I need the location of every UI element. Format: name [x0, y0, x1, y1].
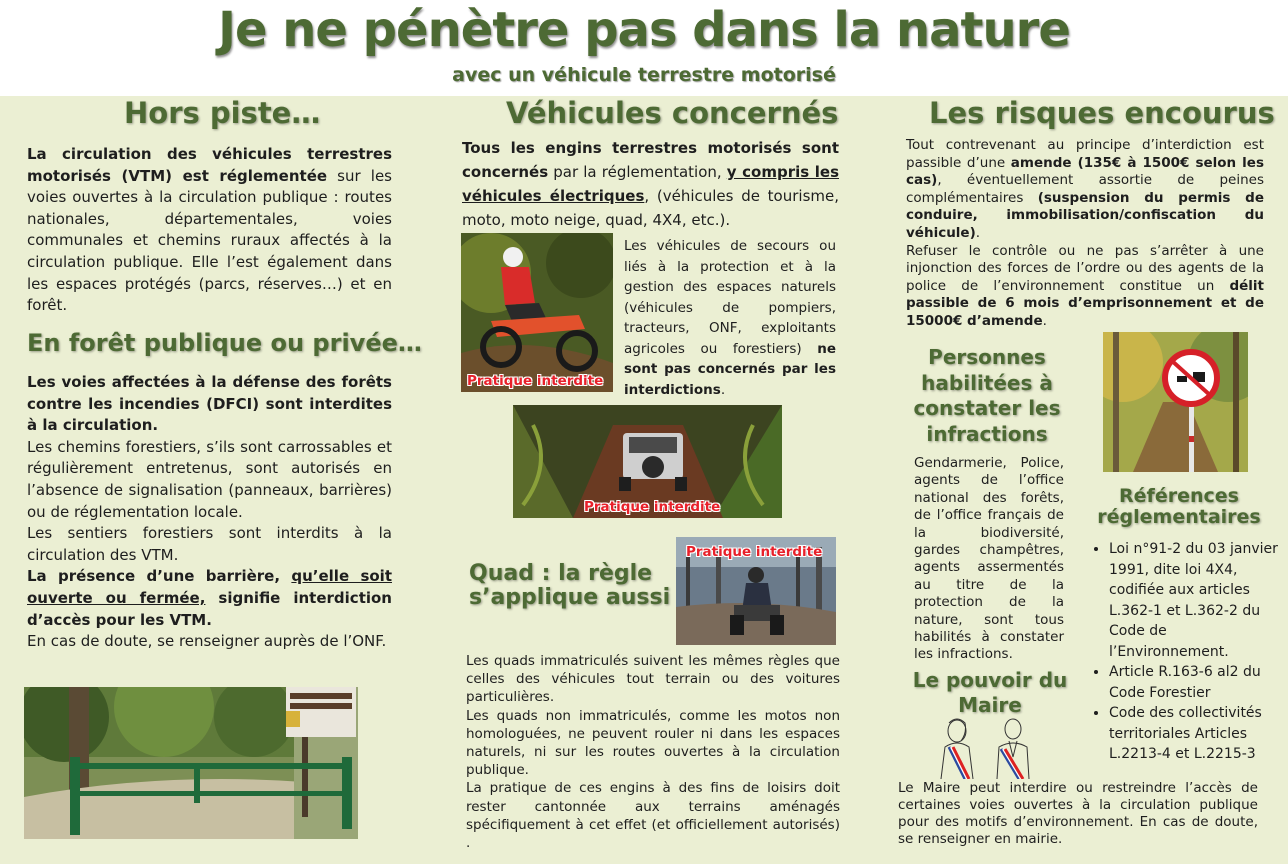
- foret-heading: En forêt publique ou privée…: [27, 329, 422, 357]
- quad-heading-line1: Quad : la règle: [469, 561, 653, 586]
- contrevenant-text: Tout contrevenant au principe d’interdiction est passible d’une: [906, 137, 1264, 171]
- personnes-line1: Personnes: [928, 345, 1046, 369]
- voies-ouvertes-text: sur les voies ouvertes à la circulation publique : routes nationales, départementales, voies communales et chemins ruraux affectés à la circulation publique. Elle l’est également dans les espaces protégés (parcs, réserves…) et en forêt.: [27, 166, 392, 315]
- secours-text: Les véhicules de secours ou liés à la protection et à la gestion des espaces naturels (véhicules de pompiers, tracteurs, ONF, exploitants agricoles ou forestiers): [624, 238, 836, 357]
- four-by-four-photo: [513, 405, 782, 518]
- maire-paragraph: Le Maire peut interdire ou restreindre l’accès de certaines voies ouvertes à la circulation publique pour des motifs d’environnement. En cas de doute, se renseigner en mairie.: [898, 780, 1258, 847]
- references-list: [1091, 539, 1285, 765]
- risques-heading: Les risques encourus: [929, 96, 1275, 130]
- quad-paragraph: [466, 652, 840, 852]
- barriere-text-1: La présence d’une barrière,: [27, 567, 292, 586]
- mayor-figures-illustration: [935, 717, 1047, 779]
- loisirs-text: La pratique de ces engins à des fins de loisirs doit rester cantonnée aux terrains aménagés spécifiquement à cet effet (et officiellement autorisés) .: [466, 780, 840, 852]
- delit-text: délit passible de 6 mois d’emprisonnement et de 15000€ d’amende: [906, 277, 1264, 329]
- pratique-interdite-4x4-label: Pratique interdite: [584, 499, 721, 515]
- foret-paragraph: [27, 372, 392, 653]
- secours-paragraph: [624, 236, 836, 400]
- barriere-text-2: signifie interdiction d’accès pour les VTM.: [27, 588, 392, 629]
- personnes-habilitees-heading: [910, 345, 1064, 447]
- risques-end-1: .: [975, 224, 981, 241]
- vehicules-heading: Véhicules concernés: [506, 96, 839, 130]
- chemins-forestiers-text: Les chemins forestiers, s’ils sont carrossables et régulièrement entretenus, sont autorisés en l’absence de signalisation (panneaux, barrières) ou de réglementation locale.: [27, 437, 392, 521]
- forest-barrier-photo: [24, 687, 358, 839]
- page-title: Je ne pénètre pas dans la nature: [218, 2, 1070, 58]
- vtm-regulated-text: La circulation des véhicules terrestres motorisés (VTM) est réglementée: [27, 145, 392, 185]
- risques-end-2: .: [1042, 312, 1047, 329]
- peines-text: , éventuellement assortie de peines complémentaires: [906, 172, 1264, 206]
- risques-paragraph: [906, 137, 1264, 331]
- personnes-line4: infractions: [926, 421, 1048, 446]
- personnes-paragraph: Gendarmerie, Police, agents de l’office national des forêts, de l’office français de la biodiversité, gardes champêtres, agents assermentés au titre de la protection de la nature, sont tous habilités à constater les infractions.: [914, 455, 1064, 663]
- doute-onf-text: En cas de doute, se renseigner auprès de l’ONF.: [27, 632, 387, 651]
- reglementation-text: par la réglementation,: [548, 163, 727, 181]
- suspension-text: (suspension du permis de conduire, immobilisation/confiscation du véhicule): [906, 189, 1265, 241]
- reference-item: • Code des collectivités territoriales Articles L.2213-4 et L.2215-3: [1109, 703, 1285, 765]
- quads-immatricules-text: Les quads immatriculés suivent les mêmes règles que celles des véhicules tout terrain ou des voitures particulières.: [466, 653, 840, 706]
- maire-line1: Le pouvoir du: [912, 668, 1068, 692]
- pratique-interdite-quad-label: Pratique interdite: [686, 544, 823, 560]
- reference-item: • Loi n°91-2 du 03 janvier 1991, dite loi 4X4, codifiée aux articles L.362-1 et L.362-2 du Code de l’Environnement.: [1109, 539, 1285, 662]
- header-banner: [0, 0, 1288, 96]
- maire-heading: [905, 668, 1075, 718]
- motocross-photo: [461, 233, 613, 392]
- references-heading: [1088, 486, 1270, 528]
- hors-piste-heading: Hors piste…: [124, 96, 321, 130]
- secours-end: .: [720, 381, 726, 398]
- vehicules-paragraph: [462, 136, 839, 232]
- tous-engins-text: Tous les engins terrestres motorisés sont concernés: [462, 139, 839, 181]
- amende-text: amende (135€ à 1500€ selon les cas): [906, 154, 1264, 189]
- barriere-text-underlined: qu’elle soit ouverte ou fermée,: [27, 567, 392, 607]
- quad-photo: [676, 537, 836, 645]
- personnes-line3: constater les: [913, 396, 1061, 420]
- references-line2: réglementaires: [1097, 506, 1261, 528]
- dfci-text: Les voies affectées à la défense des forêts contre les incendies (DFCI) sont interdites à la circulation.: [27, 373, 392, 435]
- reference-item: • Article R.163-6 al2 du Code Forestier: [1109, 662, 1285, 703]
- no-entry-sign-photo: [1103, 332, 1248, 472]
- quad-heading: [469, 561, 671, 611]
- sentiers-text: Les sentiers forestiers sont interdits à la circulation des VTM.: [27, 524, 392, 564]
- non-concernes-text: ne sont pas concernés par les interdictions: [624, 340, 836, 398]
- vehicules-electriques-text: y compris les véhicules électriques: [462, 163, 839, 205]
- refuser-controle-text: Refuser le contrôle ou ne pas s’arrêter à une injonction des forces de l’ordre ou des agents de la police de l’environnement constitue un: [906, 242, 1264, 294]
- vehicules-list-text: , (véhicules de tourisme, moto, moto neige, quad, 4X4, etc.).: [462, 187, 839, 229]
- quad-heading-line2: s’applique aussi: [469, 585, 671, 611]
- personnes-line2: habilitées à: [921, 370, 1053, 395]
- hors-piste-paragraph: [27, 144, 392, 317]
- page-subtitle: avec un véhicule terrestre motorisé: [452, 64, 836, 86]
- quads-non-immatricules-text: Les quads non immatriculés, comme les motos non homologuées, ne peuvent rouler ni dans les espaces naturels, ni sur les routes ouvertes à la circulation publique.: [466, 707, 840, 779]
- maire-line2: Maire: [958, 693, 1022, 717]
- references-line1: Références: [1119, 485, 1239, 507]
- pratique-interdite-moto-label: Pratique interdite: [467, 373, 604, 389]
